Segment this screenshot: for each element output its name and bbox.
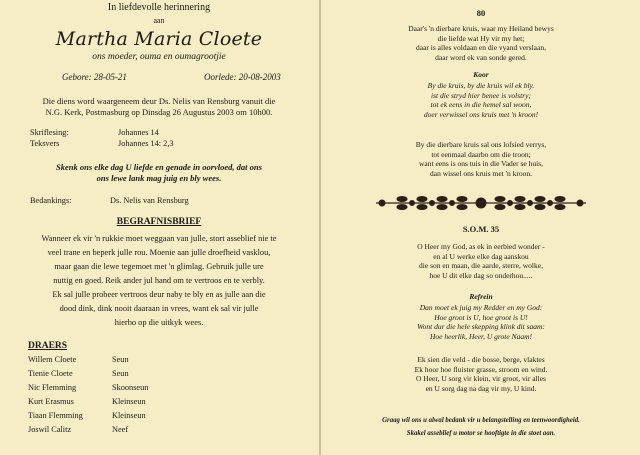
pallbearers-title: DRAERS (28, 341, 68, 351)
hymn2-verse-2 (322, 355, 640, 393)
closing-line: Skakel asseblief u motor se hooftigte in die stoet aan. (406, 430, 556, 437)
right-page (322, 0, 640, 455)
refrain-line: Hoe groot is U, hoe groot is U! (434, 312, 528, 322)
hymn2-verse-1 (322, 242, 640, 280)
intro-line: In liefdevolle herinnering (107, 2, 211, 13)
letter-line: nuttig en goed. Reik ander jul hand om te vertroos en te verbly. (53, 276, 265, 285)
chorus-line: By die kruis, by die kruis wil ek bly. (427, 81, 535, 90)
verse-line: dan wissel ons kruis met 'n kroon. (430, 168, 532, 178)
pallbearer-relation: Seun (112, 355, 129, 364)
letter-line: hierbo op die uitkyk wees. (114, 318, 204, 327)
pallbearer-name: Nic Flemming (28, 383, 77, 392)
verse-line: Ek sien die veld - die bosse, berge, vlaktes (417, 355, 545, 364)
prayer-line: ons lewe lank mag juig en bly wees. (96, 172, 222, 183)
closing-line: Graag wil ons u alwal bedank vir u belangstelling en teenwoordigheid. (382, 417, 580, 424)
funeral-letter (10, 232, 308, 330)
pallbearer-name: Tiaan Flemming (28, 411, 83, 420)
chorus (322, 81, 640, 119)
chorus-line: tot ek eens in die hemel sal woon, (430, 100, 532, 109)
reading-value: Johannes 14 (118, 128, 159, 137)
service-line: Die diens word waargeneem deur Ds. Nelis van Rensburg vanuit die (42, 96, 276, 106)
refrain-line: Hoe heerlik, Heer, U grote Naam! (430, 331, 532, 341)
prayer-text (0, 162, 318, 183)
verse-line: Ek hoor hoe fluister grasse, stroom en wind. (414, 364, 548, 374)
verse-line: O Heer, U sorg vir klein, vir groot, vir alles (416, 374, 546, 383)
pallbearer-name: Kurt Erasmus (28, 397, 74, 406)
chorus-line: ist die stryd hier benee is volstry; (431, 90, 531, 100)
hymn-verse-1 (322, 24, 640, 62)
verse-line: want eens is ons tuis in die Vader se huis, (418, 159, 543, 168)
left-page (0, 0, 318, 455)
verse-line: tot eenmaal daarbo om die troon; (431, 149, 531, 159)
letter-line: veel trane en beperk julle rou. Moenie aan julle droefheid vasklou, (47, 248, 271, 257)
chorus-line: doer verwissel ons kruis met 'n kroon! (423, 109, 539, 119)
closing-notice (322, 414, 640, 440)
floral-ornament-divider (372, 193, 590, 213)
refrain-line: Wont dur die hele skepping klink dit saam: (417, 322, 545, 331)
letter-line: maar gaan die lewe tegemoet met 'n glimlag. Gebruik julle ure (54, 262, 264, 271)
verse-line: hoe U dit elke dag so onderhou..... (429, 270, 533, 280)
verse-line: en U sorg dag na dag vir my, U kind. (425, 383, 537, 393)
pallbearer-relation: Neef (112, 425, 129, 434)
verse-line: daar is alles voldaan en die vyand verslaan, (416, 43, 546, 52)
birth-date: Gebore: 28-05-21 (62, 72, 127, 82)
verse-line: O Heer my God, as ek in eerbied wonder - (417, 242, 545, 251)
pallbearer-name: Joswil Calitz (28, 425, 72, 434)
verse-line: By die dierbare kruis sal ons lofsied verrys, (415, 140, 547, 149)
verse-line: en al U werke elke dag aanskou (433, 251, 529, 261)
funeral-letter-title: BEGRAFNISBRIEF (116, 217, 202, 227)
thanks-value: Ds. Nelis van Rensburg (110, 196, 189, 205)
chorus-title: Koor (473, 70, 489, 79)
refrain-line: Dan moet ek juig my Redder en my God: (419, 303, 543, 312)
pallbearer-relation: Kleinseun (112, 397, 146, 406)
pallbearer-name: Tienie Cloete (28, 369, 73, 378)
prayer-line: Skenk ons elke dag U liefde en genade in oorvloed, dat ons (56, 162, 262, 172)
family-subtitle: ons moeder, ouma en oumagrootjie (92, 52, 226, 62)
verse-line: die son en maan, die aarde, sterre, wolke, (419, 261, 543, 270)
hymn-number: S.O.M. 35 (462, 224, 500, 234)
pallbearer-relation: Kleinseun (112, 411, 146, 420)
hymn-verse-2 (322, 140, 640, 178)
refrain-title: Refrein (469, 292, 493, 301)
fold-line (319, 0, 321, 455)
reading-label: Skriflesing: (30, 128, 69, 137)
deceased-name: Martha Maria Cloete (55, 28, 263, 50)
verse-line: Daar's 'n dierbare kruis, waar my Heiland bewys (408, 24, 554, 33)
letter-line: dood dink, dink nooit daaraan in vrees, want ek sal vir julle (59, 304, 259, 313)
reading-value: Johannes 14: 2,3 (118, 139, 174, 148)
service-info (0, 96, 318, 117)
verse-line: daar word ek van sonde gered. (435, 52, 527, 62)
thanks-label: Bedankings: (30, 196, 72, 205)
pallbearer-relation: Skoonseun (112, 383, 149, 392)
refrain (322, 303, 640, 341)
aan-line: aan (153, 16, 165, 25)
reading-label: Teksvers (30, 139, 60, 148)
service-line: N.G. Kerk, Postmasburg op Dinsdag 26 Augustus 2003 om 10h00. (45, 106, 273, 117)
letter-line: Ek sal julle probeer vertroos deur naby te bly en as julle aan die (52, 290, 266, 299)
death-date: Oorlede: 20-08-2003 (204, 72, 281, 82)
pallbearer-name: Willem Cloete (28, 355, 77, 364)
pallbearer-relation: Seun (112, 369, 129, 378)
hymn-number: 80 (476, 8, 486, 18)
verse-line: die liefde wat Hy vir my het; (437, 33, 525, 43)
letter-line: Wanneer ek vir 'n rukkie moet weggaan van julle, stort asseblief nie te (41, 234, 277, 243)
